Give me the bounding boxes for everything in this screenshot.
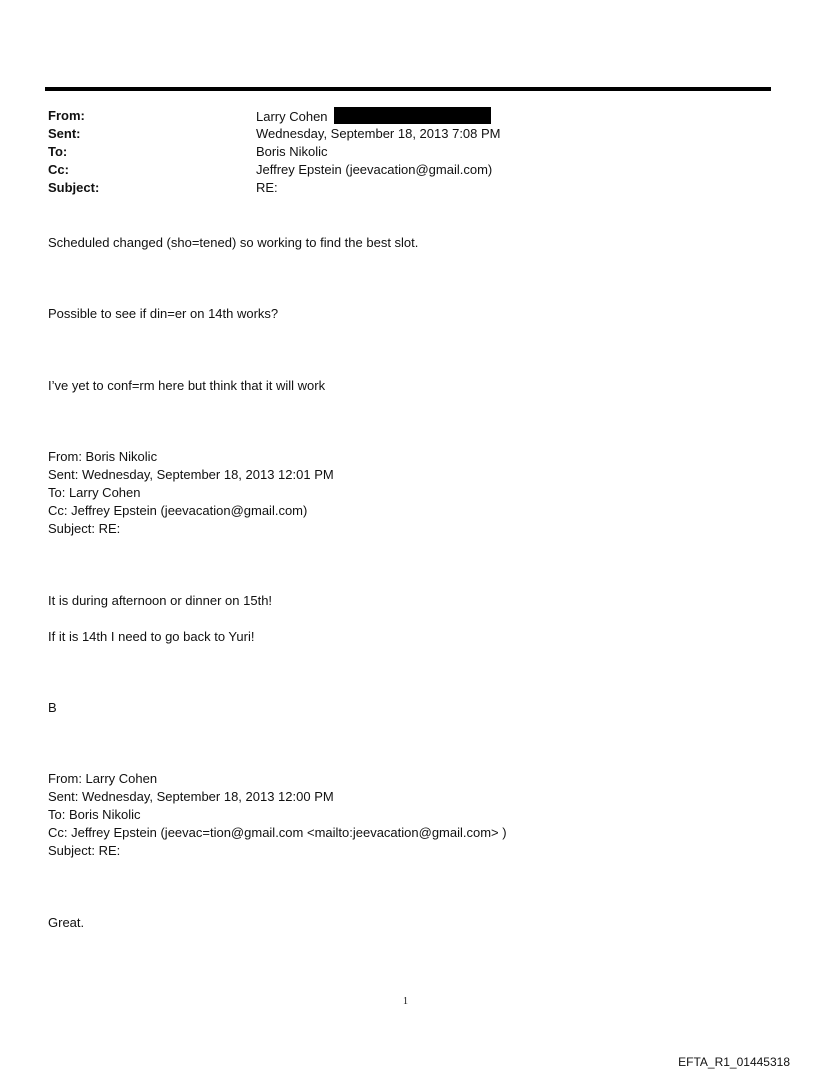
quoted-from: From: Boris Nikolic	[48, 449, 158, 464]
quoted-subject: Subject: RE:	[48, 521, 121, 536]
quoted-cc: Cc: Jeffrey Epstein (jeevacation@gmail.com)	[48, 503, 308, 518]
quoted-from: From: Larry Cohen	[48, 771, 158, 786]
to-label: To:	[48, 144, 68, 159]
from-name: Larry Cohen	[256, 109, 328, 124]
body-line: I’ve yet to conf=rm here but think that it will work	[48, 378, 326, 393]
body-line: B	[48, 700, 57, 715]
sent-value: Wednesday, September 18, 2013 7:08 PM	[256, 126, 501, 141]
cc-label: Cc:	[48, 162, 69, 177]
quoted-sent: Sent: Wednesday, September 18, 2013 12:01 PM	[48, 467, 334, 482]
body-line: Possible to see if din=er on 14th works?	[48, 306, 279, 321]
subject-value: RE:	[256, 180, 278, 195]
bates-number: EFTA_R1_01445318	[678, 1055, 790, 1069]
to-value: Boris Nikolic	[256, 144, 328, 159]
quoted-subject: Subject: RE:	[48, 843, 121, 858]
from-value	[256, 107, 491, 126]
cc-value: Jeffrey Epstein (jeevacation@gmail.com)	[256, 162, 493, 177]
body-line: If it is 14th I need to go back to Yuri!	[48, 629, 255, 644]
quoted-to: To: Boris Nikolic	[48, 807, 141, 822]
sent-label: Sent:	[48, 126, 81, 141]
body-line: Great.	[48, 915, 85, 930]
header-rule	[45, 87, 771, 91]
quoted-to: To: Larry Cohen	[48, 485, 141, 500]
quoted-cc: Cc: Jeffrey Epstein (jeevac=tion@gmail.com <mailto:jeevacation@gmail.com> )	[48, 825, 507, 840]
page-number: 1	[403, 996, 408, 1007]
redaction-box	[334, 107, 491, 124]
body-line: It is during afternoon or dinner on 15th!	[48, 593, 273, 608]
quoted-sent: Sent: Wednesday, September 18, 2013 12:00 PM	[48, 789, 334, 804]
subject-label: Subject:	[48, 180, 100, 195]
body-line: Scheduled changed (sho=tened) so working to find the best slot.	[48, 235, 419, 250]
from-label: From:	[48, 108, 85, 123]
